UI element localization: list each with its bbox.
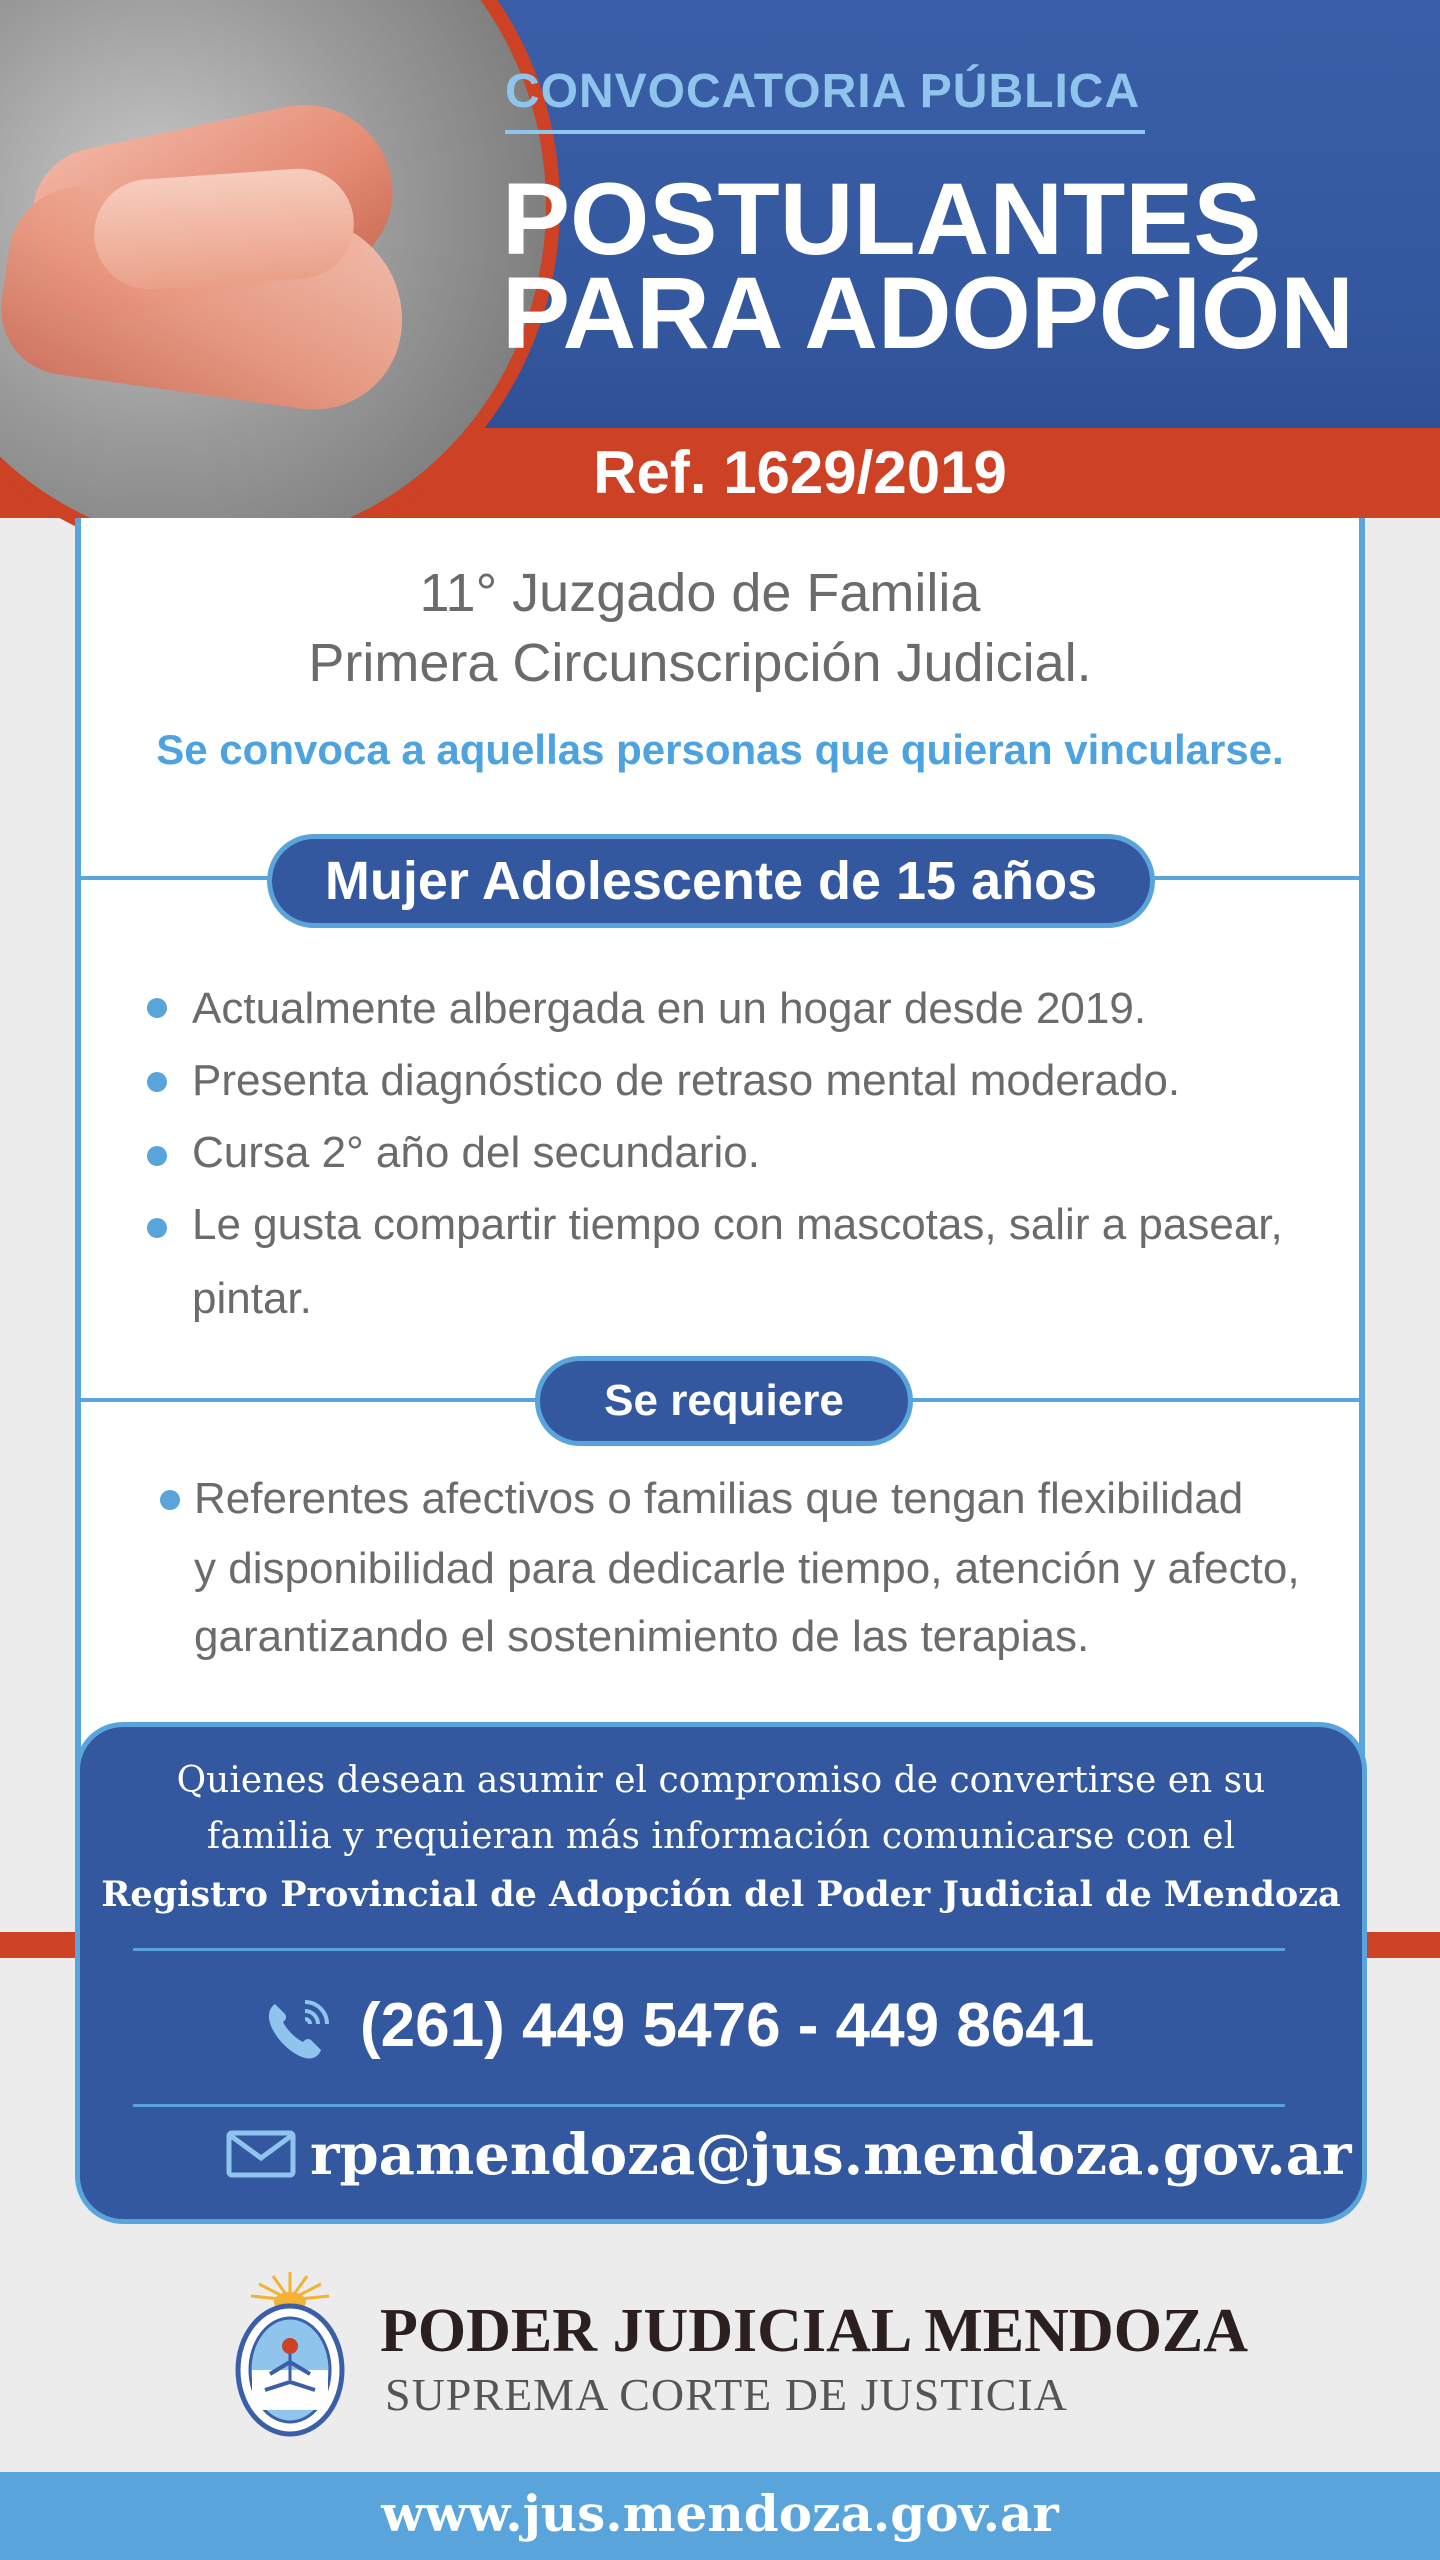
bullet-icon: [147, 1072, 167, 1092]
phone-icon: [265, 1996, 337, 2062]
requirement-line: Referentes afectivos o familias que tengan flexibilidad: [194, 1474, 1244, 1523]
org-subtitle: SUPREMA CORTE DE JUSTICIA: [385, 2369, 1068, 2420]
website-link[interactable]: www.jus.mendoza.gov.ar: [381, 2484, 1059, 2543]
court-circumscription: Primera Circunscripción Judicial.: [308, 633, 1092, 693]
title-line-1: POSTULANTES: [502, 162, 1262, 276]
bullet-icon: [147, 1146, 167, 1166]
contact-divider: [133, 2104, 1285, 2107]
title-line-2: PARA ADOPCIÓN: [502, 256, 1354, 370]
list-item: Actualmente albergada en un hogar desde 2019.: [192, 984, 1147, 1033]
kicker-text: CONVOCATORIA PÚBLICA: [505, 65, 1141, 118]
bullet-icon: [147, 1218, 167, 1238]
mail-icon: [226, 2130, 296, 2178]
side-band-right: [1360, 1932, 1440, 1958]
list-item-continuation: pintar.: [192, 1274, 312, 1323]
bullet-icon: [160, 1490, 180, 1510]
bullet-icon: [147, 998, 167, 1018]
list-item: Le gusta compartir tiempo con mascotas, salir a pasear,: [192, 1200, 1283, 1249]
kicker-underline: [505, 130, 1145, 134]
contact-intro-line-1: Quienes desean asumir el compromiso de convertirse en su: [176, 1760, 1266, 1801]
seal-icon: [225, 2262, 355, 2442]
list-item: Presenta diagnóstico de retraso mental moderado.: [192, 1056, 1181, 1105]
court-name: 11° Juzgado de Familia: [419, 563, 981, 623]
requirement-line: garantizando el sostenimiento de las terapias.: [194, 1612, 1090, 1661]
registry-name: Registro Provincial de Adopción del Poder Judicial de Mendoza: [101, 1874, 1341, 1915]
phone-number[interactable]: (261) 449 5476 - 449 8641: [360, 1991, 1095, 2060]
email-address[interactable]: rpamendoza@jus.mendoza.gov.ar: [310, 2122, 1352, 2188]
contact-divider: [133, 1948, 1285, 1951]
reference-number: Ref. 1629/2019: [593, 439, 1007, 506]
requirement-heading-pill: Se requiere: [535, 1356, 913, 1446]
call-text: Se convoca a aquellas personas que quieran vincularse.: [156, 726, 1284, 773]
profile-heading-pill: Mujer Adolescente de 15 años: [267, 834, 1155, 928]
side-band-left: [0, 1932, 80, 1958]
list-item: Cursa 2° año del secundario.: [192, 1128, 760, 1177]
org-name: PODER JUDICIAL MENDOZA: [380, 2297, 1249, 2365]
requirement-line: y disponibilidad para dedicarle tiempo, atención y afecto,: [194, 1544, 1300, 1593]
contact-intro-line-2: familia y requieran más información comunicarse con el: [206, 1816, 1236, 1857]
